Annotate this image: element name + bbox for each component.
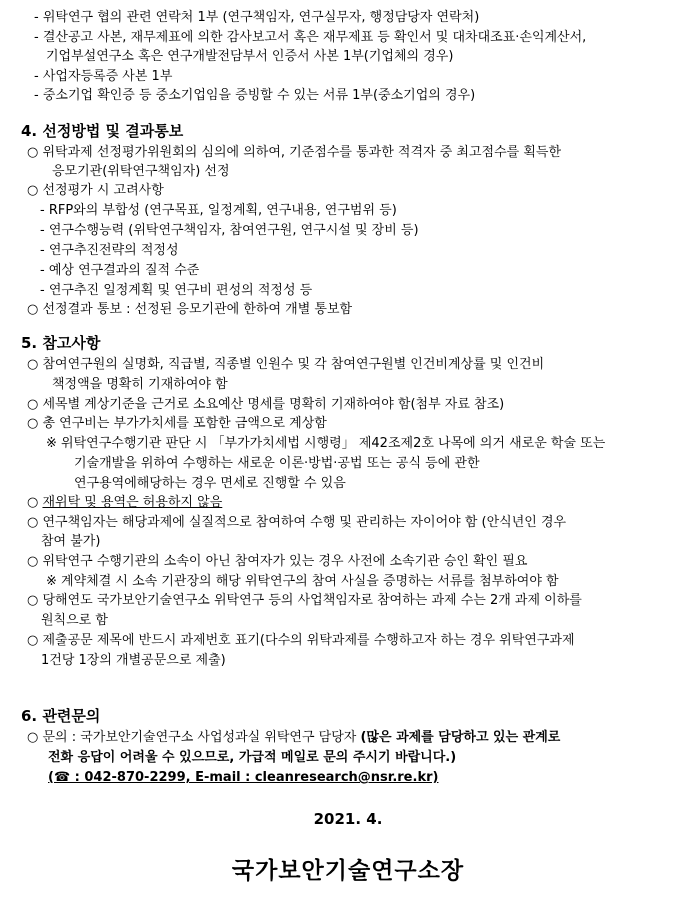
s5-line-6: ○ 연구책임자는 해당과제에 실질적으로 참여하여 수행 및 관리하는 자이어야 함 (안식년인 경우: [27, 515, 567, 530]
s5-line-9: ○ 제출공문 제목에 반드시 과제번호 표기(다수의 위탁과제를 수행하고자 하는 경우 위탁연구과제: [27, 633, 575, 648]
s4-line-4: - RFP와의 부합성 (연구목표, 일정계획, 연구내용, 연구범위 등): [40, 203, 397, 218]
s5-line-6-cont: 참여 불가): [41, 534, 101, 549]
top-item-1: - 위탁연구 협의 관련 연락처 1부 (연구책임자, 연구실무자, 행정담당자 연락처): [34, 10, 480, 25]
s5-line-2: 책정액을 명확히 기재하여야 함: [52, 377, 228, 392]
s4-line-5: - 연구수행능력 (위탁연구책임자, 참여연구원, 연구시설 및 장비 등): [40, 223, 419, 238]
s4-line-7: - 예상 연구결과의 질적 수준: [40, 263, 200, 278]
s5-note-1: ※ 위탁연구수행기관 판단 시 「부가가치세법 시행령」 제42조제2호 나목에 의거 새로운 학술 또는: [46, 436, 606, 451]
section-5-title: 5. 참고사항: [21, 334, 101, 352]
s5-line-5-bullet: ○: [27, 495, 43, 510]
s6-line-2: 전화 응답이 어려울 수 있으므로, 가급적 메일로 문의 주시기 바랍니다.): [48, 750, 457, 765]
top-item-2-cont: 기업부설연구소 혹은 연구개발전담부서 인증서 사본 1부(기업체의 경우): [46, 49, 454, 64]
document-date: 2021. 4.: [313, 810, 383, 828]
s4-line-1: ○ 위탁과제 선정평가위원회의 심의에 의하여, 기준점수를 통과한 적격자 중 최고점수를 획득한: [27, 145, 562, 160]
s4-line-8: - 연구추진 일정계획 및 연구비 편성의 적정성 등: [40, 283, 313, 298]
top-item-3: - 사업자등록증 사본 1부: [34, 69, 173, 84]
s5-line-1: ○ 참여연구원의 실명화, 직급별, 직종별 인원수 및 각 참여연구원별 인건비계상률 및 인건비: [27, 357, 545, 372]
s5-note-2: ※ 계약체결 시 소속 기관장의 해당 위탁연구의 참여 사실을 증명하는 서류를 첨부하여야 함: [46, 574, 559, 589]
s5-line-3: ○ 세목별 계상기준을 근거로 소요예산 명세를 명확히 기재하여야 함(첨부 자료 참조): [27, 397, 505, 412]
s5-line-5-text: 재위탁 및 용역은 허용하지 않음: [42, 495, 223, 510]
s5-line-9-cont: 1건당 1장의 개별공문으로 제출): [41, 653, 226, 668]
s6-line-1: [27, 729, 560, 747]
s4-line-3: ○ 선정평가 시 고려사항: [27, 183, 164, 198]
s5-line-5: [27, 494, 222, 512]
s5-line-8-cont: 원칙으로 함: [41, 613, 108, 628]
s5-note-1-cont: 기술개발을 위하여 수행하는 새로운 이론·방법·공법 또는 공식 등에 관한: [74, 456, 480, 471]
s4-line-9: ○ 선정결과 통보 : 선정된 응모기관에 한하여 개별 통보함: [27, 302, 353, 317]
contact-info: (☎ : 042-870-2299, E-mail : cleanresearch@nsr.re.kr): [48, 770, 439, 785]
section-4-title: 4. 선정방법 및 결과통보: [21, 122, 184, 140]
s5-line-8: ○ 당해연도 국가보안기술연구소 위탁연구 등의 사업책임자로 참여하는 과제 수는 2개 과제 이하를: [27, 593, 582, 608]
s6-line-1-bold: (많은 과제를 담당하고 있는 관계로: [360, 730, 561, 745]
s4-line-2: 응모기관(위탁연구책임자) 선정: [52, 164, 230, 179]
s6-line-1-text: ○ 문의 : 국가보안기술연구소 사업성과실 위탁연구 담당자: [27, 730, 361, 745]
s4-line-6: - 연구추진전략의 적정성: [40, 243, 179, 258]
top-item-4: - 중소기업 확인증 등 중소기업임을 증빙할 수 있는 서류 1부(중소기업의 경우): [34, 88, 476, 103]
s5-line-4: ○ 총 연구비는 부가가치세를 포함한 금액으로 계상함: [27, 416, 327, 431]
organization-signature: 국가보안기술연구소장: [231, 858, 465, 884]
s5-line-7: ○ 위탁연구 수행기관의 소속이 아닌 참여자가 있는 경우 사전에 소속기관 승인 확인 필요: [27, 554, 528, 569]
top-item-2: - 결산공고 사본, 재무제표에 의한 감사보고서 혹은 재무제표 등 확인서 및 대차대조표·손익계산서,: [34, 30, 587, 45]
section-6-title: 6. 관련문의: [21, 707, 101, 725]
s5-note-1-cont2: 연구용역에해당하는 경우 면세로 진행할 수 있음: [74, 476, 346, 491]
